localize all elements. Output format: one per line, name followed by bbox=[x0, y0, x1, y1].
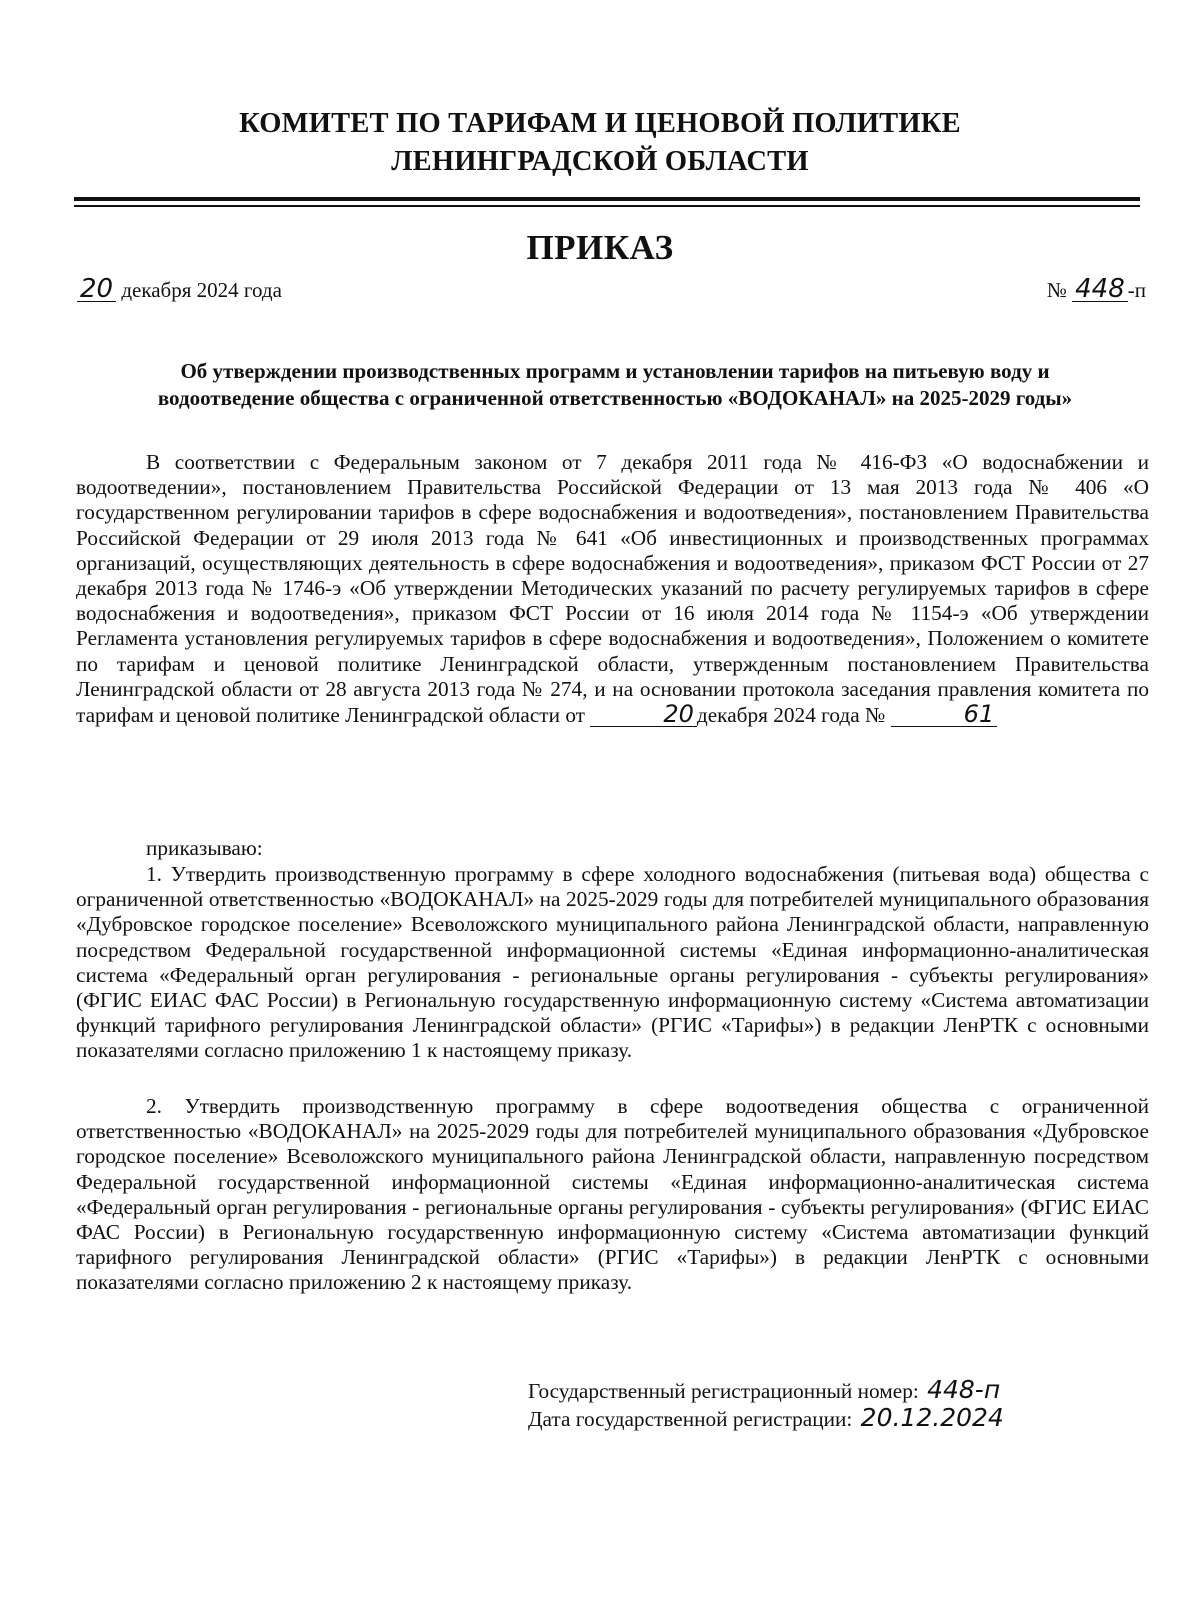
org-line-1: КОМИТЕТ ПО ТАРИФАМ И ЦЕНОВОЙ ПОЛИТИКЕ bbox=[239, 108, 961, 139]
header-divider-thick bbox=[74, 197, 1140, 201]
registration-date-label: Дата государственной регистрации: bbox=[528, 1407, 853, 1431]
handwritten-registration-date: 20.12.2024 bbox=[860, 1403, 1004, 1432]
handwritten-number: 448 bbox=[1072, 277, 1128, 302]
handwritten-registration-number: 448-п bbox=[927, 1375, 1001, 1404]
subject-line-2: водоотведение общества с ограниченной ответственностью «ВОДОКАНАЛ» на 2025-2029 годы» bbox=[157, 386, 1073, 410]
order-word: приказываю: bbox=[146, 836, 263, 860]
handwritten-day: 20 bbox=[77, 277, 116, 302]
document-title: ПРИКАЗ bbox=[526, 228, 674, 267]
date-rest: декабря 2024 года bbox=[121, 278, 282, 302]
registration-date-line bbox=[528, 1403, 1088, 1432]
number-suffix: -п bbox=[1127, 278, 1146, 302]
handwritten-protocol-day: 20 bbox=[590, 702, 697, 727]
subject-line-1: Об утверждении производственных программ и установлении тарифов на питьевую воду и bbox=[180, 359, 1050, 383]
preamble-text: В соответствии с Федеральным законом от 7 декабря 2011 года № 416-ФЗ «О водоснабжении и водоотведении», постановлением Правительства Российской Федерации от 13 мая 2013 года № 406 «О государственном регулировании тарифов в сфере водоснабжения и водоотведения», постановлением Правительства Российской Федерации от 29 июля 2013 года № 641 «Об инвестиционных и производственных программах организаций, осуществляющих деятельность в сфере водоснабжения и водоотведения», приказом ФСТ России от 27 декабря 2013 года № 1746-э «Об утверждении Методических указаний по расчету регулируемых тарифов в сфере водоснабжения и водоотведения», приказом ФСТ России от 16 июля 2014 года № 1154-э «Об утверждении Регламента установления регулируемых тарифов в сфере водоснабжения и водоотведения», Положением о комитете по тарифам и ценовой политике Ленинградской области, утвержденным постановлением Правительства Ленинградской области от 28 августа 2013 года № 274, и на основании протокола заседания правления комитета по тарифам и ценовой политике Ленинградской области от bbox=[76, 450, 1149, 728]
order-item-2: 2. Утвердить производственную программу в сфере водоотведения общества с ограниченной ответственностью «ВОДОКАНАЛ» на 2025-2029 годы для потребителей муниципального образования «Дубровское городское поселение» Всеволожского муниципального района Ленинградской области, направленную посредством Федеральной государственной информационной системы «Единая информационно-аналитическая система «Федеральный орган регулирования - региональные органы регулирования - субъекты регулирования» (ФГИС ЕИАС ФАС России) в Региональную государственную информационную систему «Система автоматизации функций тарифного регулирования Ленинградской области» (РГИС «Тарифы») в редакции ЛенРТК с основными показателями согласно приложению 2 к настоящему приказу. bbox=[76, 1094, 1149, 1295]
document-number bbox=[1046, 274, 1146, 304]
preamble-paragraph bbox=[76, 450, 1149, 728]
protocol-date-rest: декабря 2024 года № bbox=[696, 703, 886, 728]
organization-header bbox=[0, 105, 1200, 181]
registration-number-line bbox=[528, 1375, 1088, 1404]
handwritten-protocol-number: 61 bbox=[891, 702, 998, 727]
registration-number-label: Государственный регистрационный номер: bbox=[528, 1379, 919, 1403]
org-line-2: ЛЕНИНГРАДСКОЙ ОБЛАСТИ bbox=[391, 146, 809, 177]
document-date bbox=[77, 274, 282, 304]
order-item-1: 1. Утвердить производственную программу в сфере холодного водоснабжения (питьевая вода) общества с ограниченной ответственностью «ВОДОКАНАЛ» на 2025-2029 годы для потребителей муниципального образования «Дубровское городское поселение» Всеволожского муниципального района Ленинградской области, направленную посредством Федеральной государственной информационной системы «Единая информационно-аналитическая система «Федеральный орган регулирования - региональные органы регулирования - субъекты регулирования» (ФГИС ЕИАС ФАС России) в Региональную государственную информационную систему «Система автоматизации функций тарифного регулирования Ленинградской области» (РГИС «Тарифы») в редакции ЛенРТК с основными показателями согласно приложению 1 к настоящему приказу. bbox=[76, 862, 1149, 1063]
header-divider-thin bbox=[74, 205, 1140, 207]
document-subject bbox=[80, 358, 1150, 412]
number-prefix: № bbox=[1046, 278, 1067, 302]
